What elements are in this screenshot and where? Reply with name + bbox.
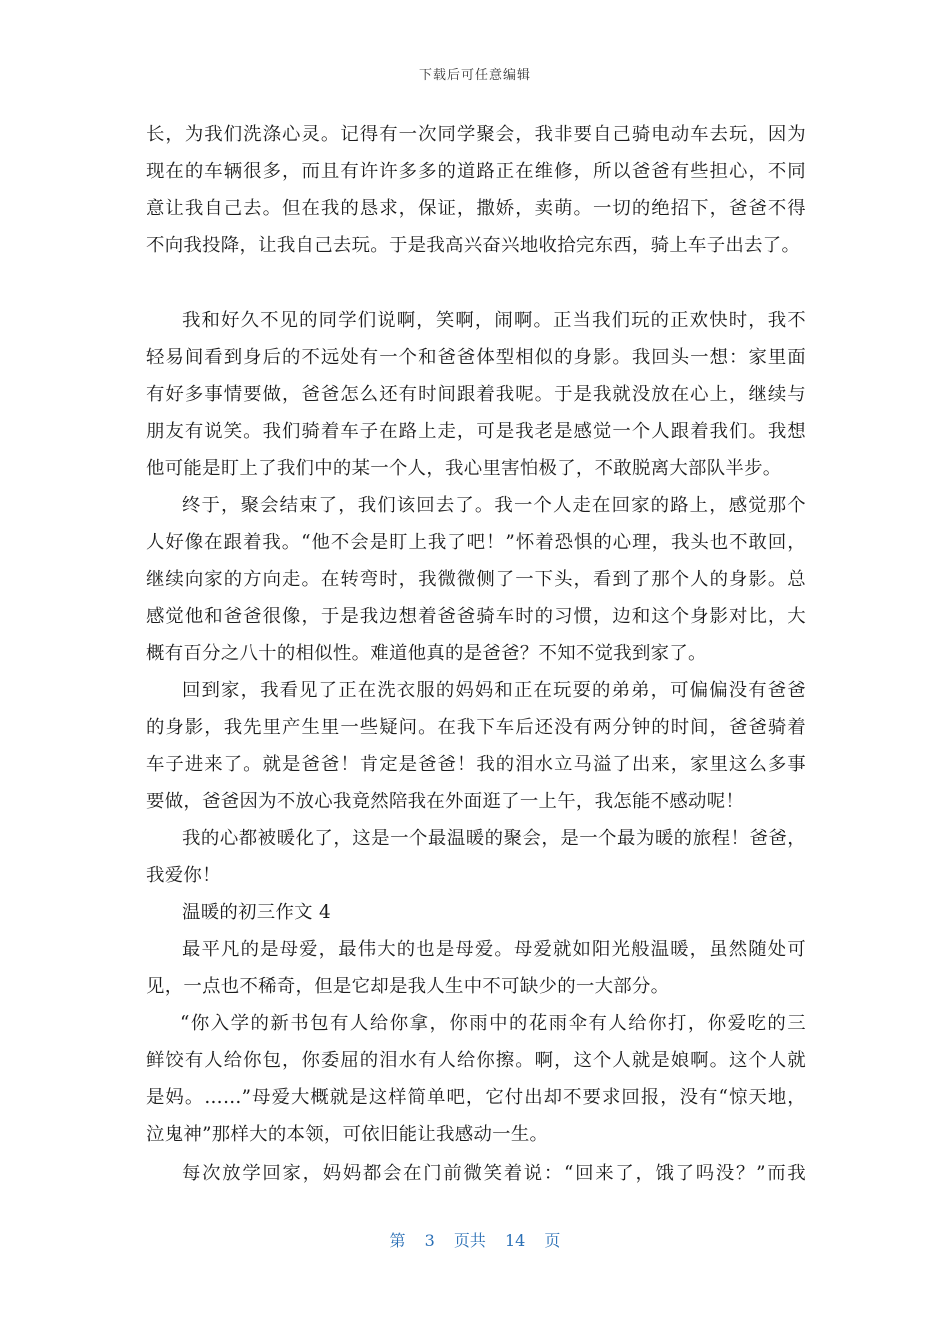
- text-line: 泣鬼神”那样大的本领，可依旧能让我感动一生。: [146, 1124, 549, 1145]
- text-line: 有好多事情要做，爸爸怎么还有时间跟着我呢。于是我就没放在心上，继续与: [146, 384, 806, 405]
- text-line: 长，为我们洗涤心灵。记得有一次同学聚会，我非要自己骑电动车去玩，因为: [146, 124, 806, 145]
- text-line: 他可能是盯上了我们中的某一个人，我心里害怕极了，不敢脱离大部队半步。: [146, 458, 782, 479]
- text-line: 车子进来了。就是爸爸！肯定是爸爸！我的泪水立马溢了出来，家里这么多事: [146, 754, 806, 775]
- section-title: 温暖的初三作文 4: [182, 902, 331, 923]
- text-line: 最平凡的是母爱，最伟大的也是母爱。母爱就如阳光般温暖，虽然随处可: [182, 939, 806, 960]
- text-line: 我爱你！: [146, 865, 221, 886]
- text-line: 的身影，我先里产生里一些疑问。在我下车后还没有两分钟的时间，爸爸骑着: [146, 717, 806, 738]
- text-line: 意让我自己去。但在我的恳求，保证，撒娇，卖萌。一切的绝招下，爸爸不得: [146, 198, 806, 219]
- text-line: 现在的车辆很多，而且有许许多多的道路正在维修，所以爸爸有些担心，不同: [146, 161, 806, 182]
- text-line: 不向我投降，让我自己去玩。于是我高兴奋兴地收拾完东西，骑上车子出去了。: [146, 235, 801, 256]
- text-line: 每次放学回家，妈妈都会在门前微笑着说：“回来了，饿了吗没？”而我: [182, 1163, 806, 1184]
- text-line: 继续向家的方向走。在转弯时，我微微侧了一下头，看到了那个人的身影。总: [146, 569, 806, 590]
- text-line: 终于，聚会结束了，我们该回去了。我一个人走在回家的路上，感觉那个: [182, 495, 806, 516]
- page-footer: 第 3 页共 14 页: [389, 1231, 561, 1250]
- text-line: 我和好久不见的同学们说啊，笑啊，闹啊。正当我们玩的正欢快时，我不: [182, 310, 806, 331]
- text-line: 见，一点也不稀奇，但是它却是我人生中不可缺少的一大部分。: [146, 976, 670, 997]
- text-line: 概有百分之八十的相似性。难道他真的是爸爸？不知不觉我到家了。: [146, 643, 707, 664]
- text-line: 轻易间看到身后的不远处有一个和爸爸体型相似的身影。我回头一想：家里面: [146, 347, 806, 368]
- text-line: 我的心都被暖化了，这是一个最温暖的聚会，是一个最为暖的旅程！爸爸，: [182, 828, 806, 849]
- text-line: 人好像在跟着我。“他不会是盯上我了吧！”怀着恐惧的心理，我头也不敢回，: [146, 532, 806, 553]
- paragraph-gap: [146, 264, 806, 302]
- text-line: “你入学的新书包有人给你拿，你雨中的花雨伞有人给你打，你爱吃的三: [180, 1013, 806, 1034]
- page-header: 下载后可任意编辑: [418, 68, 531, 83]
- text-line: 是妈。……”母爱大概就是这样简单吧，它付出却不要求回报，没有“惊天地，: [146, 1087, 806, 1108]
- text-line: 回到家，我看见了正在洗衣服的妈妈和正在玩耍的弟弟，可偏偏没有爸爸: [182, 680, 806, 701]
- text-line: 感觉他和爸爸很像，于是我边想着爸爸骑车时的习惯，边和这个身影对比，大: [146, 606, 806, 627]
- document-body: [146, 116, 806, 1192]
- text-line: 要做，爸爸因为不放心我竟然陪我在外面逛了一上午，我怎能不感动呢！: [146, 791, 745, 812]
- text-line: 鲜饺有人给你包，你委屈的泪水有人给你擦。啊，这个人就是娘啊。这个人就: [146, 1050, 806, 1071]
- text-line: 朋友有说笑。我们骑着车子在路上走，可是我老是感觉一个人跟着我们。我想: [146, 421, 806, 442]
